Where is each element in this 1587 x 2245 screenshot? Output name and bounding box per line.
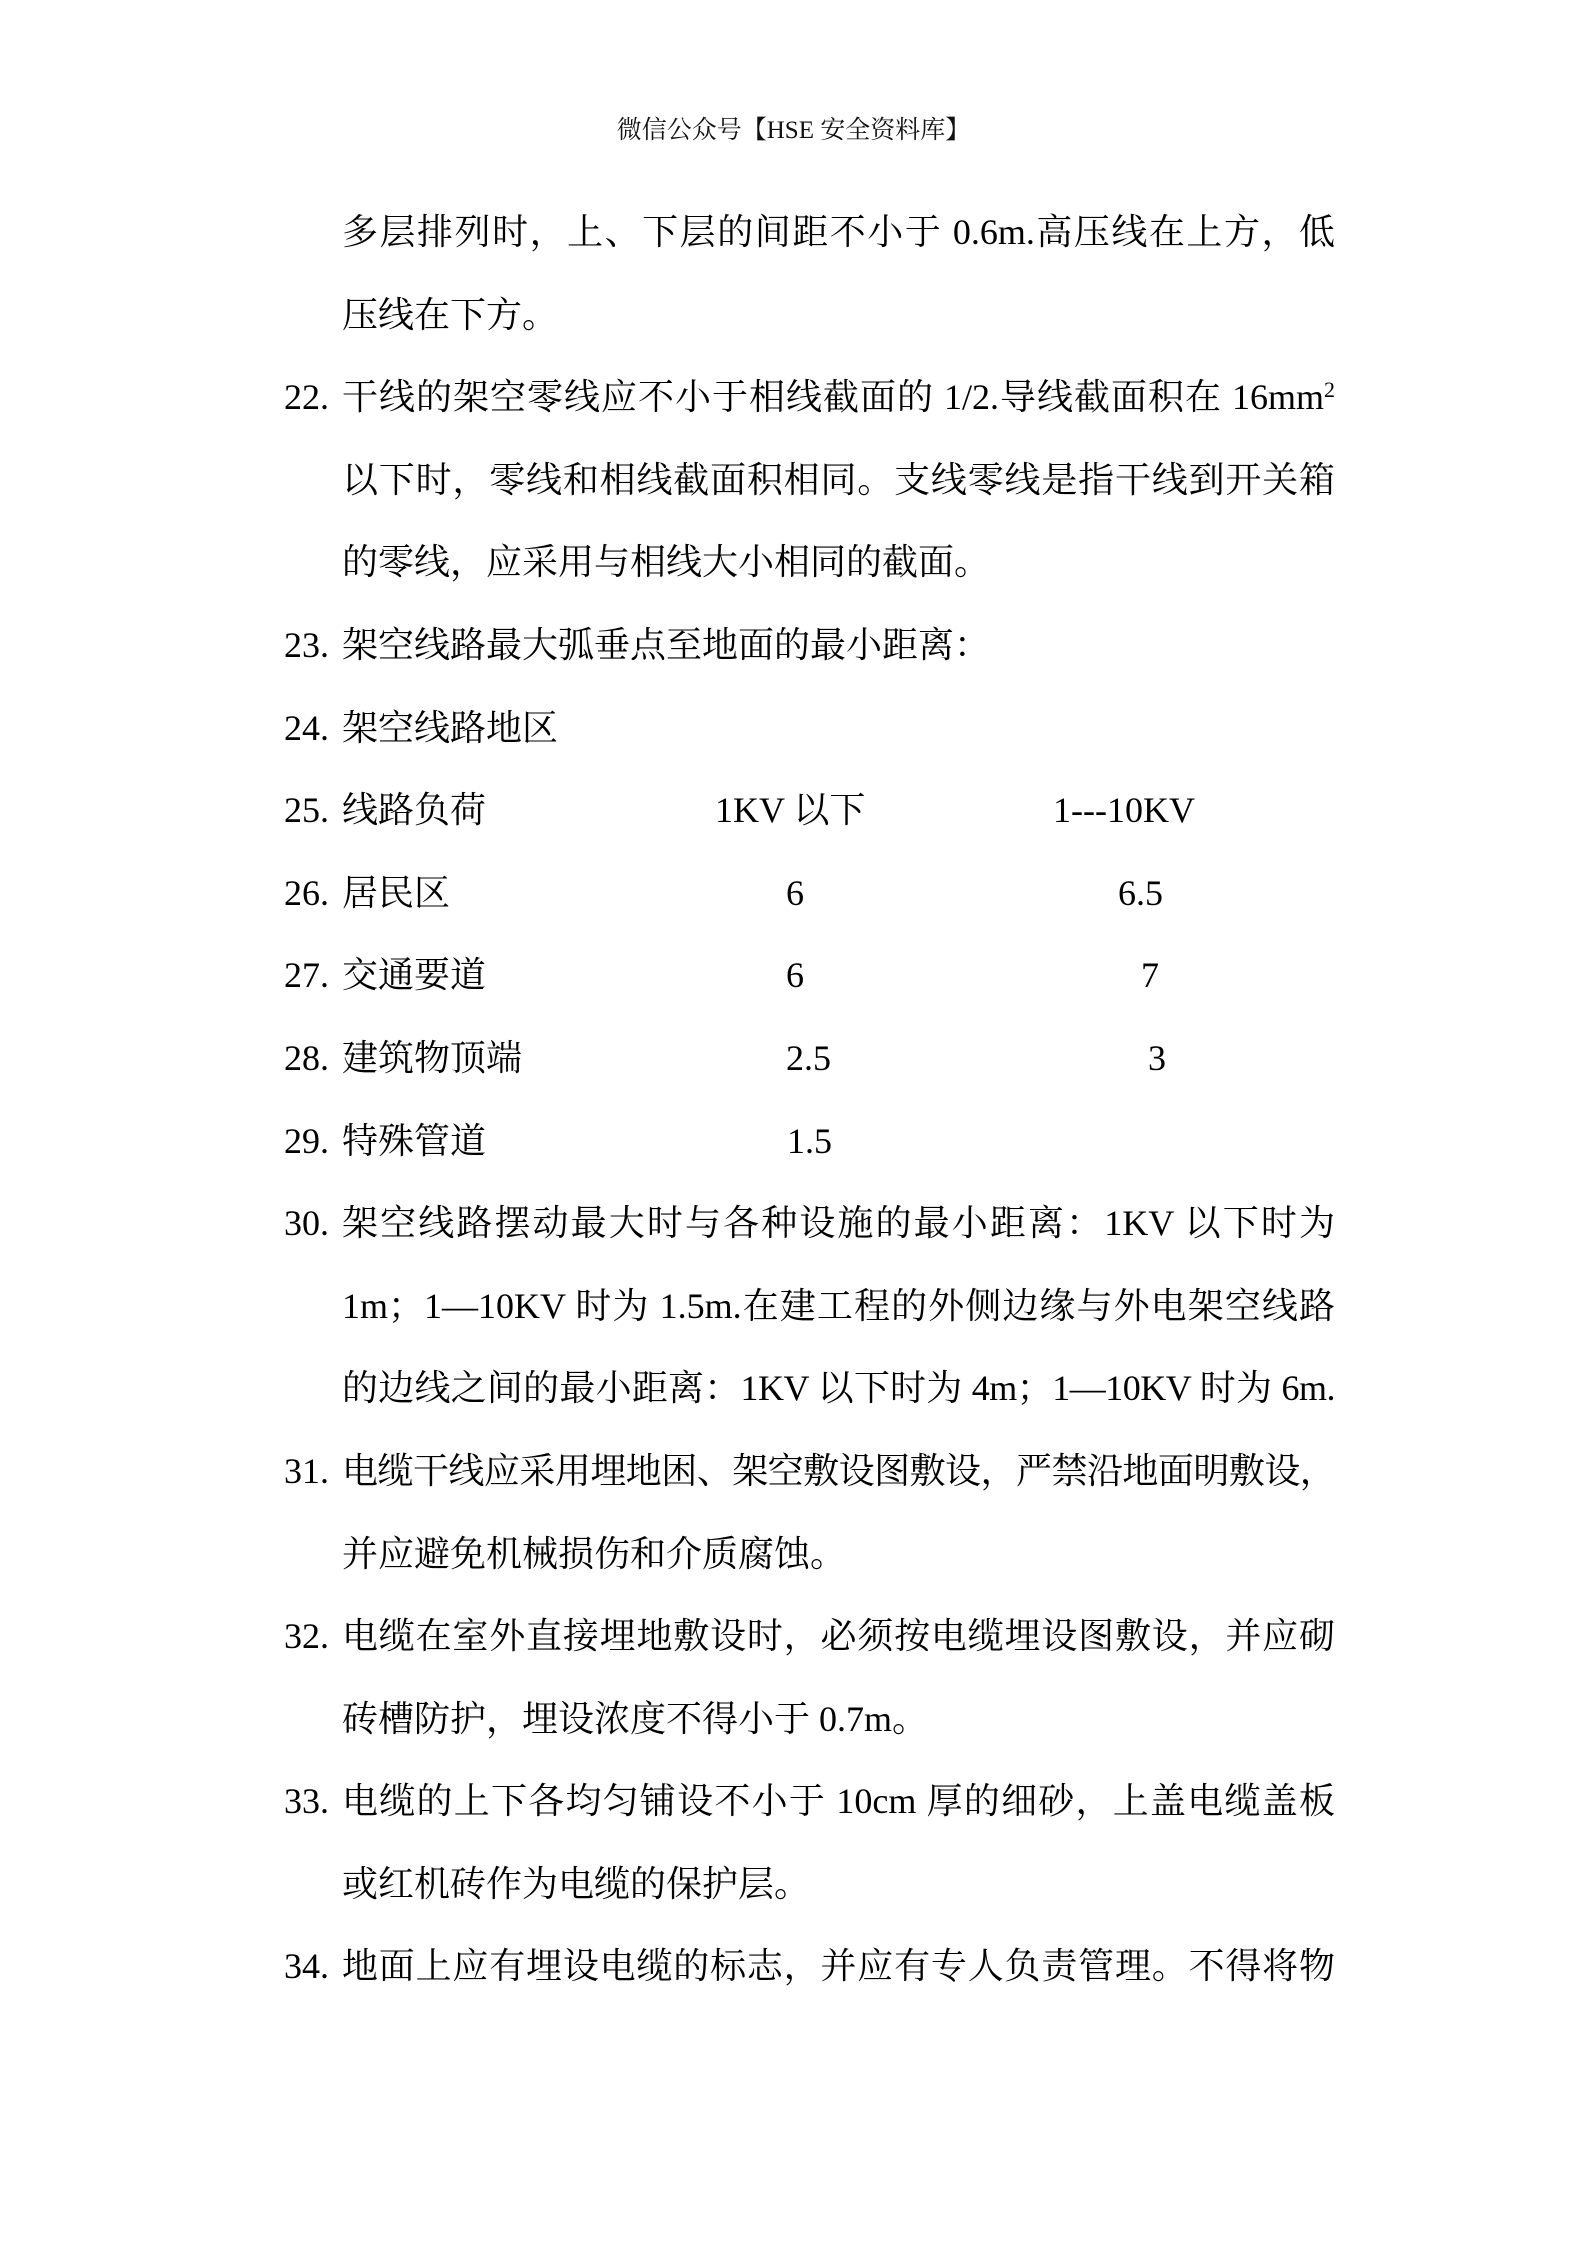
list-item-number: 28. bbox=[284, 1037, 329, 1078]
table-cell-low-voltage: 6 bbox=[786, 872, 804, 913]
text-line: 的零线，应采用与相线大小相同的截面。 bbox=[342, 542, 991, 583]
table-cell-label: 线路负荷 bbox=[342, 790, 487, 831]
list-item-30 bbox=[284, 1182, 1335, 1430]
list-item-33 bbox=[284, 1760, 1335, 1925]
text-line: 架空线路地区 bbox=[342, 707, 559, 748]
table-cell-low-voltage: 1KV 以下 bbox=[715, 790, 866, 831]
superscript: 2 bbox=[1324, 377, 1335, 403]
text-line: 电缆干线应采用埋地困、架空敷设图敷设，严禁沿地面明敷设， bbox=[342, 1450, 1335, 1491]
text-line: 并应避免机械损伤和介质腐蚀。 bbox=[342, 1533, 847, 1574]
list-item-32 bbox=[284, 1595, 1335, 1760]
table-row bbox=[284, 852, 1335, 935]
table-cell-high-voltage: 6.5 bbox=[1118, 872, 1163, 913]
table-row bbox=[284, 934, 1335, 1017]
text-line: 架空线路摆动最大时与各种设施的最小距离：1KV 以下时为 bbox=[342, 1203, 1335, 1244]
list-item-24 bbox=[284, 687, 1335, 770]
paragraph-continuation bbox=[284, 191, 1335, 356]
list-item-22 bbox=[284, 356, 1335, 604]
table-row bbox=[284, 1100, 1335, 1183]
table-cell-high-voltage: 7 bbox=[1141, 955, 1159, 996]
table-cell-label: 交通要道 bbox=[342, 955, 487, 996]
table-cell-label: 特殊管道 bbox=[342, 1120, 487, 1161]
table-cell-low-voltage: 1.5 bbox=[787, 1120, 832, 1161]
table-cell-high-voltage: 3 bbox=[1148, 1037, 1166, 1078]
text-line: 电缆的上下各均匀铺设不小于 10cm 厚的细砂，上盖电缆盖板 bbox=[342, 1781, 1335, 1822]
list-item-number: 22. bbox=[284, 377, 329, 418]
text-line: 以下时，零线和相线截面积相同。支线零线是指干线到开关箱 bbox=[342, 459, 1335, 500]
list-item-number: 23. bbox=[284, 624, 329, 665]
text-line: 砖槽防护，埋设浓度不得小于 0.7m。 bbox=[342, 1698, 929, 1739]
table-cell-label: 居民区 bbox=[342, 872, 451, 913]
document-body bbox=[284, 191, 1335, 2008]
table-cell-low-voltage: 6 bbox=[786, 955, 804, 996]
list-item-number: 24. bbox=[284, 707, 329, 748]
text-line: 或红机砖作为电缆的保护层。 bbox=[342, 1863, 811, 1904]
list-item-number: 31. bbox=[284, 1450, 329, 1491]
table-cell-low-voltage: 2.5 bbox=[786, 1037, 831, 1078]
list-item-number: 29. bbox=[284, 1120, 329, 1161]
text-line: 压线在下方。 bbox=[342, 294, 559, 335]
list-item-23 bbox=[284, 604, 1335, 687]
list-item-number: 27. bbox=[284, 955, 329, 996]
list-item-number: 25. bbox=[284, 790, 329, 831]
text-segment: 干线的架空零线应不小于相线截面的 1/2.导线截面积在 16mm bbox=[342, 377, 1324, 418]
page-header: 微信公众号【HSE 安全资料库】 bbox=[616, 117, 971, 144]
list-item-number: 26. bbox=[284, 872, 329, 913]
text-line: 电缆在室外直接埋地敷设时，必须按电缆埋设图敷设，并应砌 bbox=[342, 1616, 1335, 1657]
list-item-number: 33. bbox=[284, 1781, 329, 1822]
text-line: 地面上应有埋设电缆的标志，并应有专人负责管理。不得将物 bbox=[342, 1946, 1335, 1987]
text-line: 1m；1—10KV 时为 1.5m.在建工程的外侧边缘与外电架空线路 bbox=[342, 1285, 1335, 1326]
table-cell-label: 建筑物顶端 bbox=[342, 1037, 523, 1078]
list-item-34 bbox=[284, 1925, 1335, 2008]
list-item-number: 30. bbox=[284, 1203, 329, 1244]
table-row-header bbox=[284, 769, 1335, 852]
list-item-number: 32. bbox=[284, 1616, 329, 1657]
list-item-31 bbox=[284, 1430, 1335, 1595]
text-line: 的边线之间的最小距离：1KV 以下时为 4m；1—10KV 时为 6m. bbox=[342, 1368, 1335, 1409]
text-line: 架空线路最大弧垂点至地面的最小距离： bbox=[342, 624, 991, 665]
text-line bbox=[342, 356, 1335, 439]
table-row bbox=[284, 1017, 1335, 1100]
text-line: 多层排列时，上、下层的间距不小于 0.6m.高压线在上方，低 bbox=[342, 212, 1335, 252]
list-item-number: 34. bbox=[284, 1946, 329, 1987]
table-cell-high-voltage: 1---10KV bbox=[1053, 790, 1195, 831]
